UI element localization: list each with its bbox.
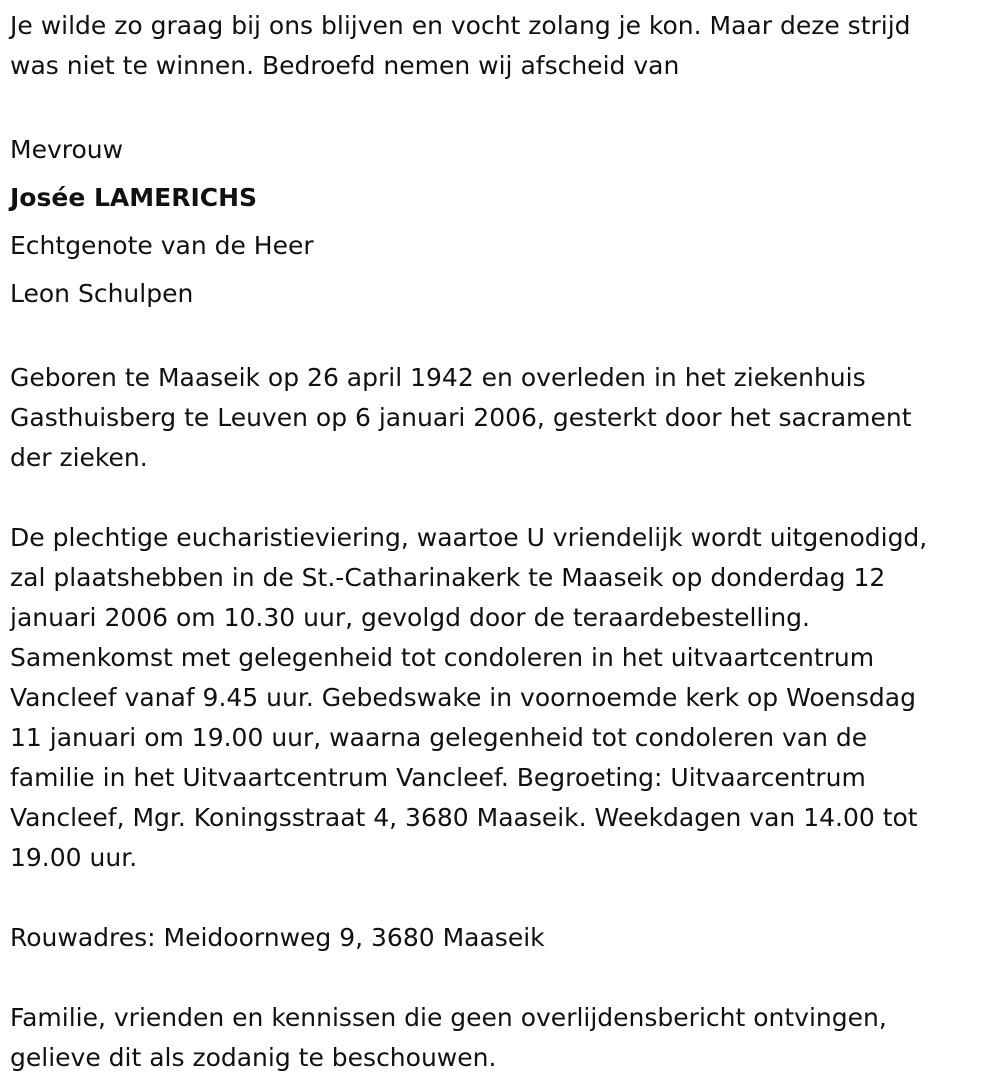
closing-line: Familie, vrienden en kennissen die geen overlijdensbericht ontvingen, xyxy=(10,1003,887,1032)
address-paragraph xyxy=(10,918,990,958)
ceremony-line: De plechtige eucharistieviering, waartoe U vriendelijk wordt uitgenodigd, xyxy=(10,523,928,552)
salutation: Mevrouw xyxy=(10,135,124,164)
spacer xyxy=(10,478,990,518)
spacer xyxy=(10,958,990,998)
spacer xyxy=(10,318,990,358)
ceremony-paragraph xyxy=(10,518,990,878)
intro-paragraph xyxy=(10,6,990,86)
spouse-name: Leon Schulpen xyxy=(10,279,194,308)
spacer xyxy=(10,878,990,918)
ceremony-line: januari 2006 om 10.30 uur, gevolgd door de teraardebestelling. xyxy=(10,603,810,632)
person-block xyxy=(10,126,990,318)
birth-death-line: der zieken. xyxy=(10,443,148,472)
mourning-address: Rouwadres: Meidoornweg 9, 3680 Maaseik xyxy=(10,923,545,952)
birth-death-paragraph xyxy=(10,358,990,478)
spacer xyxy=(10,86,990,126)
deceased-name: Josée LAMERICHS xyxy=(10,183,258,212)
intro-line: was niet te winnen. Bedroefd nemen wij afscheid van xyxy=(10,51,680,80)
closing-line: gelieve dit als zodanig te beschouwen. xyxy=(10,1043,497,1072)
ceremony-line: 19.00 uur. xyxy=(10,843,138,872)
birth-death-line: Geboren te Maaseik op 26 april 1942 en overleden in het ziekenhuis xyxy=(10,363,866,392)
ceremony-line: zal plaatshebben in de St.-Catharinakerk te Maaseik op donderdag 12 xyxy=(10,563,886,592)
ceremony-line: familie in het Uitvaartcentrum Vancleef. Begroeting: Uitvaarcentrum xyxy=(10,763,866,792)
ceremony-line: Vancleef vanaf 9.45 uur. Gebedswake in voornoemde kerk op Woensdag xyxy=(10,683,916,712)
relation-text: Echtgenote van de Heer xyxy=(10,231,314,260)
ceremony-line: 11 januari om 19.00 uur, waarna gelegenheid tot condoleren van de xyxy=(10,723,868,752)
intro-line: Je wilde zo graag bij ons blijven en vocht zolang je kon. Maar deze strijd xyxy=(10,11,911,40)
ceremony-line: Samenkomst met gelegenheid tot condoleren in het uitvaartcentrum xyxy=(10,643,875,672)
ceremony-line: Vancleef, Mgr. Koningsstraat 4, 3680 Maaseik. Weekdagen van 14.00 tot xyxy=(10,803,918,832)
birth-death-line: Gasthuisberg te Leuven op 6 januari 2006, gesterkt door het sacrament xyxy=(10,403,912,432)
closing-paragraph xyxy=(10,998,990,1078)
